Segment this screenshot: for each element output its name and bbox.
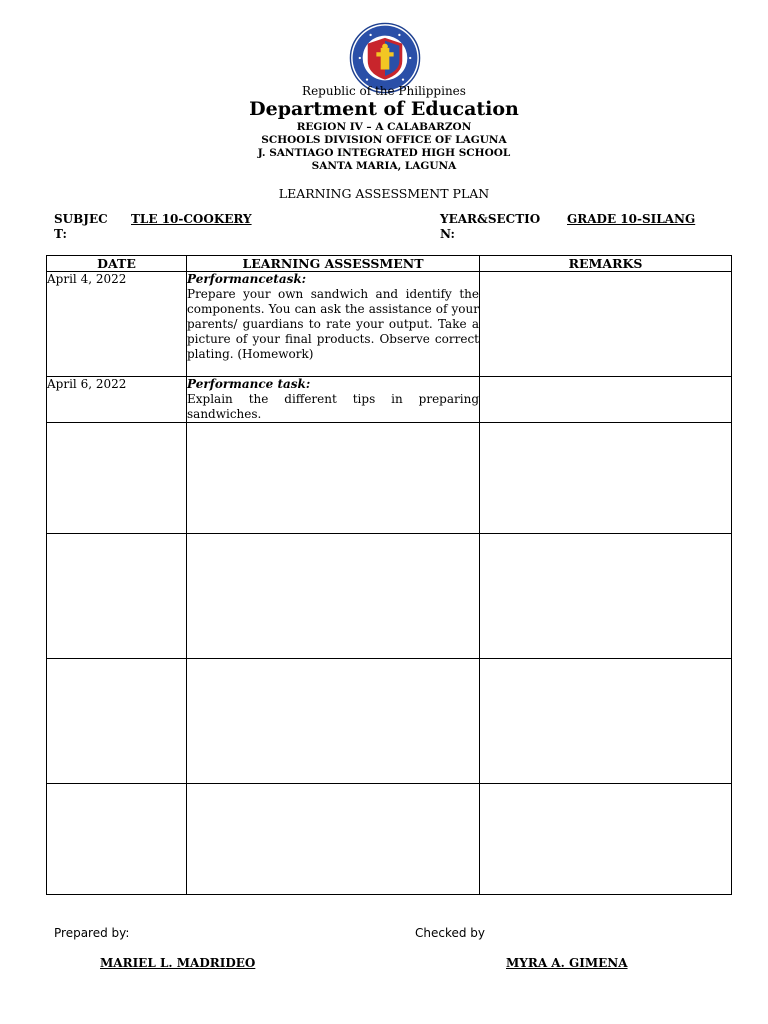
table-row <box>47 272 732 377</box>
task-label: Performancetask: <box>187 272 307 286</box>
row-remarks <box>480 272 732 377</box>
section-value: GRADE 10-SILANG <box>567 212 696 226</box>
header-date: DATE <box>47 256 187 272</box>
task-text: Prepare your own sandwich and identify the components. You can ask the assistance of your parents/ guardians to rate your output. Take a picture of your final products. Observe correct plating. (Homework) <box>187 287 479 361</box>
row-assessment <box>187 377 480 423</box>
empty-table-row <box>47 534 732 659</box>
empty-table-row <box>47 784 732 895</box>
subject-value: TLE 10-COOKERY <box>131 212 252 226</box>
header-learning-assessment: LEARNING ASSESSMENT <box>187 256 480 272</box>
header-remarks: REMARKS <box>480 256 732 272</box>
checked-by-name: MYRA A. GIMENA <box>506 956 628 970</box>
empty-table-row <box>47 423 732 534</box>
row-remarks <box>480 377 732 423</box>
table-header-row <box>47 256 732 272</box>
section-label: YEAR&SECTION: <box>440 212 541 241</box>
plan-title: LEARNING ASSESSMENT PLAN <box>278 186 490 201</box>
republic-line: Republic of the Philippines <box>302 84 466 98</box>
region-line: REGION IV – A CALABARZON <box>296 121 472 133</box>
subject-label: SUBJECT: <box>54 212 108 241</box>
row-date: April 4, 2022 <box>47 272 187 377</box>
assessment-table <box>46 255 732 895</box>
school-line: J. SANTIAGO INTEGRATED HIGH SCHOOL <box>257 147 511 159</box>
row-assessment <box>187 272 480 377</box>
department-title: Department of Education <box>249 98 519 120</box>
prepared-by-label: Prepared by: <box>54 926 130 940</box>
row-date: April 6, 2022 <box>47 377 187 423</box>
task-label: Performance task: <box>187 377 311 391</box>
table-row <box>47 377 732 423</box>
division-line: SCHOOLS DIVISION OFFICE OF LAGUNA <box>261 134 507 146</box>
location-line: SANTA MARIA, LAGUNA <box>311 160 457 172</box>
checked-by-label: Checked by <box>415 926 486 940</box>
empty-table-row <box>47 659 732 784</box>
task-text: Explain the different tips in preparing sandwiches. <box>187 392 479 421</box>
prepared-by-name: MARIEL L. MADRIDEO <box>100 956 256 970</box>
